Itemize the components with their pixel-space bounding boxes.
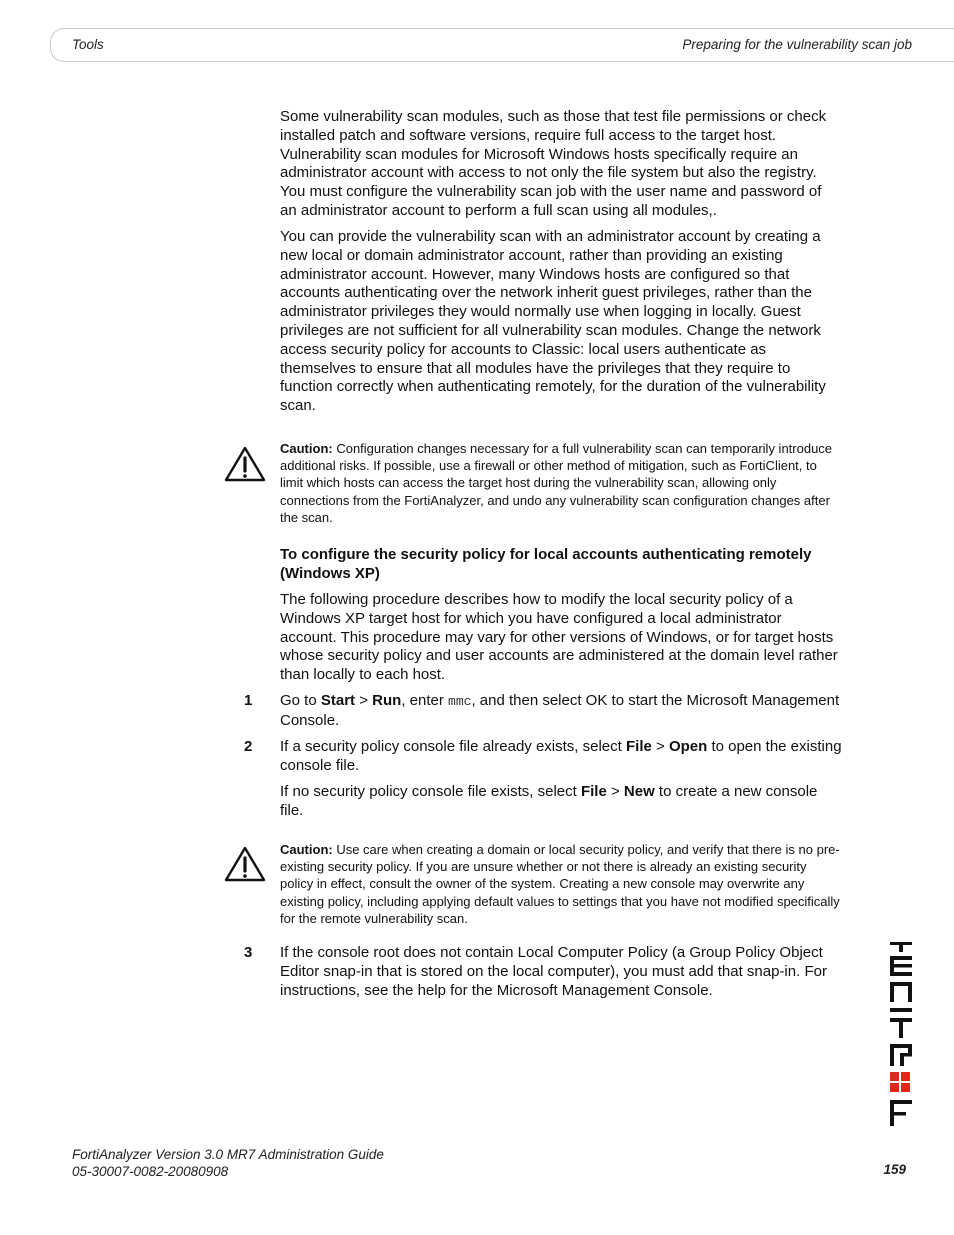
step-1: Go to Start > Run, enter mmc, and then select OK to start the Microsoft Management Console. xyxy=(280,692,840,729)
footer-title: FortiAnalyzer Version 3.0 MR7 Administration Guide xyxy=(72,1147,384,1162)
body-paragraph-1: Some vulnerability scan modules, such as those that test file permissions or check installed patch and software versions, require full access to the target host. Vulnerability scan modules for Microsoft Windows hosts specifically require an administrator account with access to not only the file system but also the registry. You must configure the vulnerability scan job with the user name and password of an administrator account to perform a full scan using all modules,. xyxy=(280,108,827,219)
fortinet-logo xyxy=(886,940,916,1130)
step-3: If the console root does not contain Local Computer Policy (a Group Policy Object Editor snap-in that is stored on the local computer), you must add that snap-in. For instructions, see the help for the Microsoft Management Console. xyxy=(280,944,827,999)
step-number-3: 3 xyxy=(244,944,253,961)
header-section: Tools xyxy=(72,37,104,52)
caution-text: Configuration changes necessary for a full vulnerability scan can temporarily introduce additional risks. If possible, use a firewall or other method of mitigation, such as FortiClient, to limit which hosts can access the target host during the vulnerability scan, allowing only connections from the FortiAnalyzer, and undo any vulnerability scan configuration changes after the scan. xyxy=(280,441,833,525)
caution-label: Caution: xyxy=(280,842,333,857)
footer-document-info xyxy=(72,1146,384,1180)
warning-triangle-icon xyxy=(224,446,266,482)
warning-triangle-icon xyxy=(224,846,266,882)
body-paragraph-2: You can provide the vulnerability scan with an administrator account by creating a new local or domain administrator account, rather than providing an existing administrator account. However, many Windows hosts are configured so that accounts authenticating over the network inherit guest privileges, rather than the administrator privileges they would normally use when logging in locally. Guest privileges are not sufficient for all vulnerability scan modules. Change the network access security policy for accounts to Classic: local users authenticate as themselves to ensure that all modules have the privileges that they require to function correctly when authenticating remotely, for the duration of the vulnerability scan. xyxy=(280,228,826,415)
caution-text: Use care when creating a domain or local security policy, and verify that there is no pre-existing security policy. If you are unsure whether or not there is already an existing security policy in effect, consult the owner of the system. Creating a new console may overwrite any existing policy, including applying default values to settings that you have not modified specifically for the remote vulnerability scan. xyxy=(280,842,840,926)
footer-doc-number: 05-30007-0082-20080908 xyxy=(72,1164,229,1179)
page-number: 159 xyxy=(883,1162,906,1177)
procedure-intro: The following procedure describes how to modify the local security policy of a Windows XP target host for which you have configured a local administrator account. This procedure may vary for other versions of Windows, or for target hosts whose security policy and user accounts are administered at the domain level rather than locally to each host. xyxy=(280,591,838,684)
caution-label: Caution: xyxy=(280,441,333,456)
caution-note-1 xyxy=(280,440,842,526)
caution-note-2 xyxy=(280,841,842,927)
command-text: mmc xyxy=(448,694,472,709)
step-2-alternative: If no security policy console file exists, select File > New to create a new console file. xyxy=(280,783,818,819)
step-2: If a security policy console file already exists, select File > Open to open the existing console file. xyxy=(280,738,842,774)
step-number-2: 2 xyxy=(244,738,253,755)
header-chapter: Preparing for the vulnerability scan job xyxy=(682,37,912,52)
procedure-title: To configure the security policy for local accounts authenticating remotely (Windows XP) xyxy=(280,546,812,582)
step-number-1: 1 xyxy=(244,692,253,709)
